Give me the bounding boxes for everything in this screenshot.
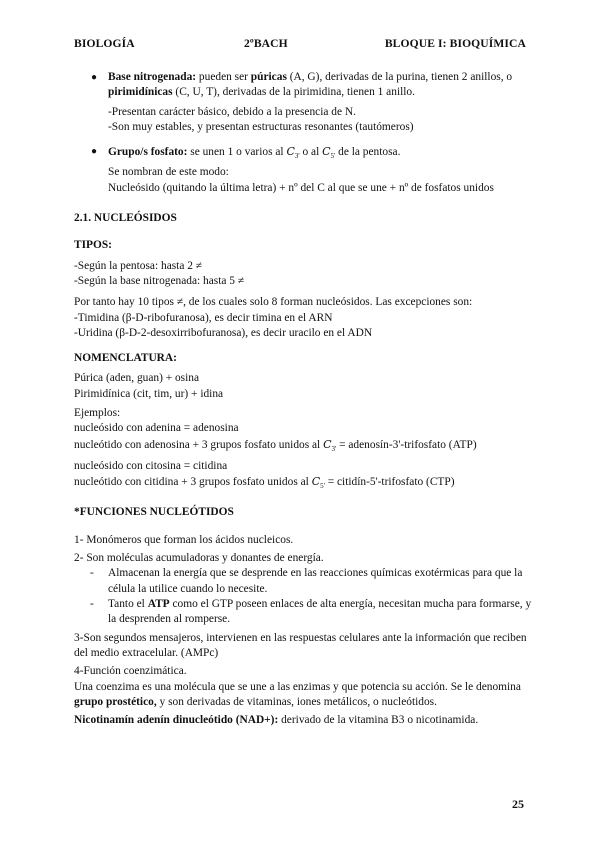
dash-marker: - <box>90 598 94 611</box>
phosphate-naming-1: Se nombran de este modo: <box>108 166 229 179</box>
subsection-title-nomenclatura: NOMENCLATURA: <box>74 352 177 365</box>
function-4-description: Una coenzima es una molécula que se une a las enzimas y que potencia su acción. Se le denomina grupo prostético, y son derivadas de vitaminas, iones metálicos, o nucleótidos. <box>74 680 521 708</box>
function-1: 1- Monómeros que forman los ácidos nucleicos. <box>74 533 294 546</box>
example-adenosina: nucleósido con adenina = adenosina <box>74 422 239 435</box>
bases-note-2: -Son muy estables, y presentan estructuras resonantes (tautómeros) <box>108 120 414 133</box>
dash-marker: - <box>90 567 94 580</box>
bases-note-1: -Presentan carácter básico, debido a la presencia de N. <box>108 105 356 118</box>
bullet-bases: ● Base nitrogenada: pueden ser púricas (A, G), derivadas de la purina, tienen 2 anillos, o pirimidínicas (C, U, T), derivadas de la pirimidina, tienen 1 anillo. <box>91 71 513 99</box>
exceptions-intro: Por tanto hay 10 tipos ≠, de los cuales solo 8 forman nucleósidos. Las excepciones son: <box>74 296 473 309</box>
header-course: 2ºBACH <box>244 37 288 50</box>
bullet-dot-icon: ● <box>91 146 98 158</box>
function-2b: - Tanto el ATP como el GTP poseen enlaces de alta energía, necesitan mucha para formarse, y la desprenden al romperse. <box>90 598 532 626</box>
examples-title: Ejemplos: <box>74 407 121 420</box>
header-block: BLOQUE I: BIOQUÍMICA <box>384 37 526 50</box>
bullet-dot-icon: ● <box>91 72 98 83</box>
section-title-nucleosidos: 2.1. NUCLEÓSIDOS <box>74 212 177 225</box>
nomenclature-purica: Púrica (aden, guan) + osina <box>74 372 200 385</box>
exception-timidina: -Timidina (β-D-ribofuranosa), es decir timina en el ARN <box>74 311 333 324</box>
function-4: 4-Función coenzimática. <box>74 665 187 678</box>
section-title-funciones: *FUNCIONES NUCLEÓTIDOS <box>74 505 234 518</box>
example-citidina: nucleósido con citosina = citidina <box>74 459 228 472</box>
phosphate-naming-2: Nucleósido (quitando la última letra) + nº del C al que se une + nº de fosfatos unidos <box>108 181 494 194</box>
example-ctp: nucleótido con citidina + 3 grupos fosfato unidos al $C_{5'}$ = citidín-5'-trifosfato (CTP) <box>74 475 455 491</box>
tipo-base: -Según la base nitrogenada: hasta 5 ≠ <box>74 274 245 287</box>
function-2a: - Almacenan la energía que se desprende en las reacciones químicas exotérmicas para que la célula la utilice cuando lo necesite. <box>90 567 523 595</box>
function-2: 2- Son moléculas acumuladoras y donantes de energía. <box>74 552 324 565</box>
nomenclature-pirimidinica: Pirimidínica (cit, tim, ur) + idina <box>74 387 224 400</box>
nad-definition: Nicotinamín adenín dinucleótido (NAD+): derivado de la vitamina B3 o nicotinamida. <box>74 714 479 727</box>
header-subject: BIOLOGÍA <box>74 37 135 50</box>
example-atp: nucleótido con adenosina + 3 grupos fosfato unidos al $C_{3'}$ = adenosín-3'-trifosfato (ATP) <box>74 437 477 453</box>
bullet-phosphate: ● Grupo/s fosfato: se unen 1 o varios al $C_{3'}$ o al $C_{5'}$ de la pentosa. <box>91 145 401 161</box>
function-3: 3-Son segundos mensajeros, intervienen en las respuestas celulares ante la información que reciben del medio extracelular. (AMPc) <box>74 631 527 659</box>
exception-uridina: -Uridina (β-D-2-desoxirribofuranosa), es decir uracilo en el ADN <box>74 326 373 339</box>
tipo-pentosa: -Según la pentosa: hasta 2 ≠ <box>74 259 203 272</box>
subsection-title-tipos: TIPOS: <box>74 239 112 252</box>
page-content <box>74 70 534 728</box>
page-number: 25 <box>512 797 524 811</box>
page-header <box>74 37 526 53</box>
